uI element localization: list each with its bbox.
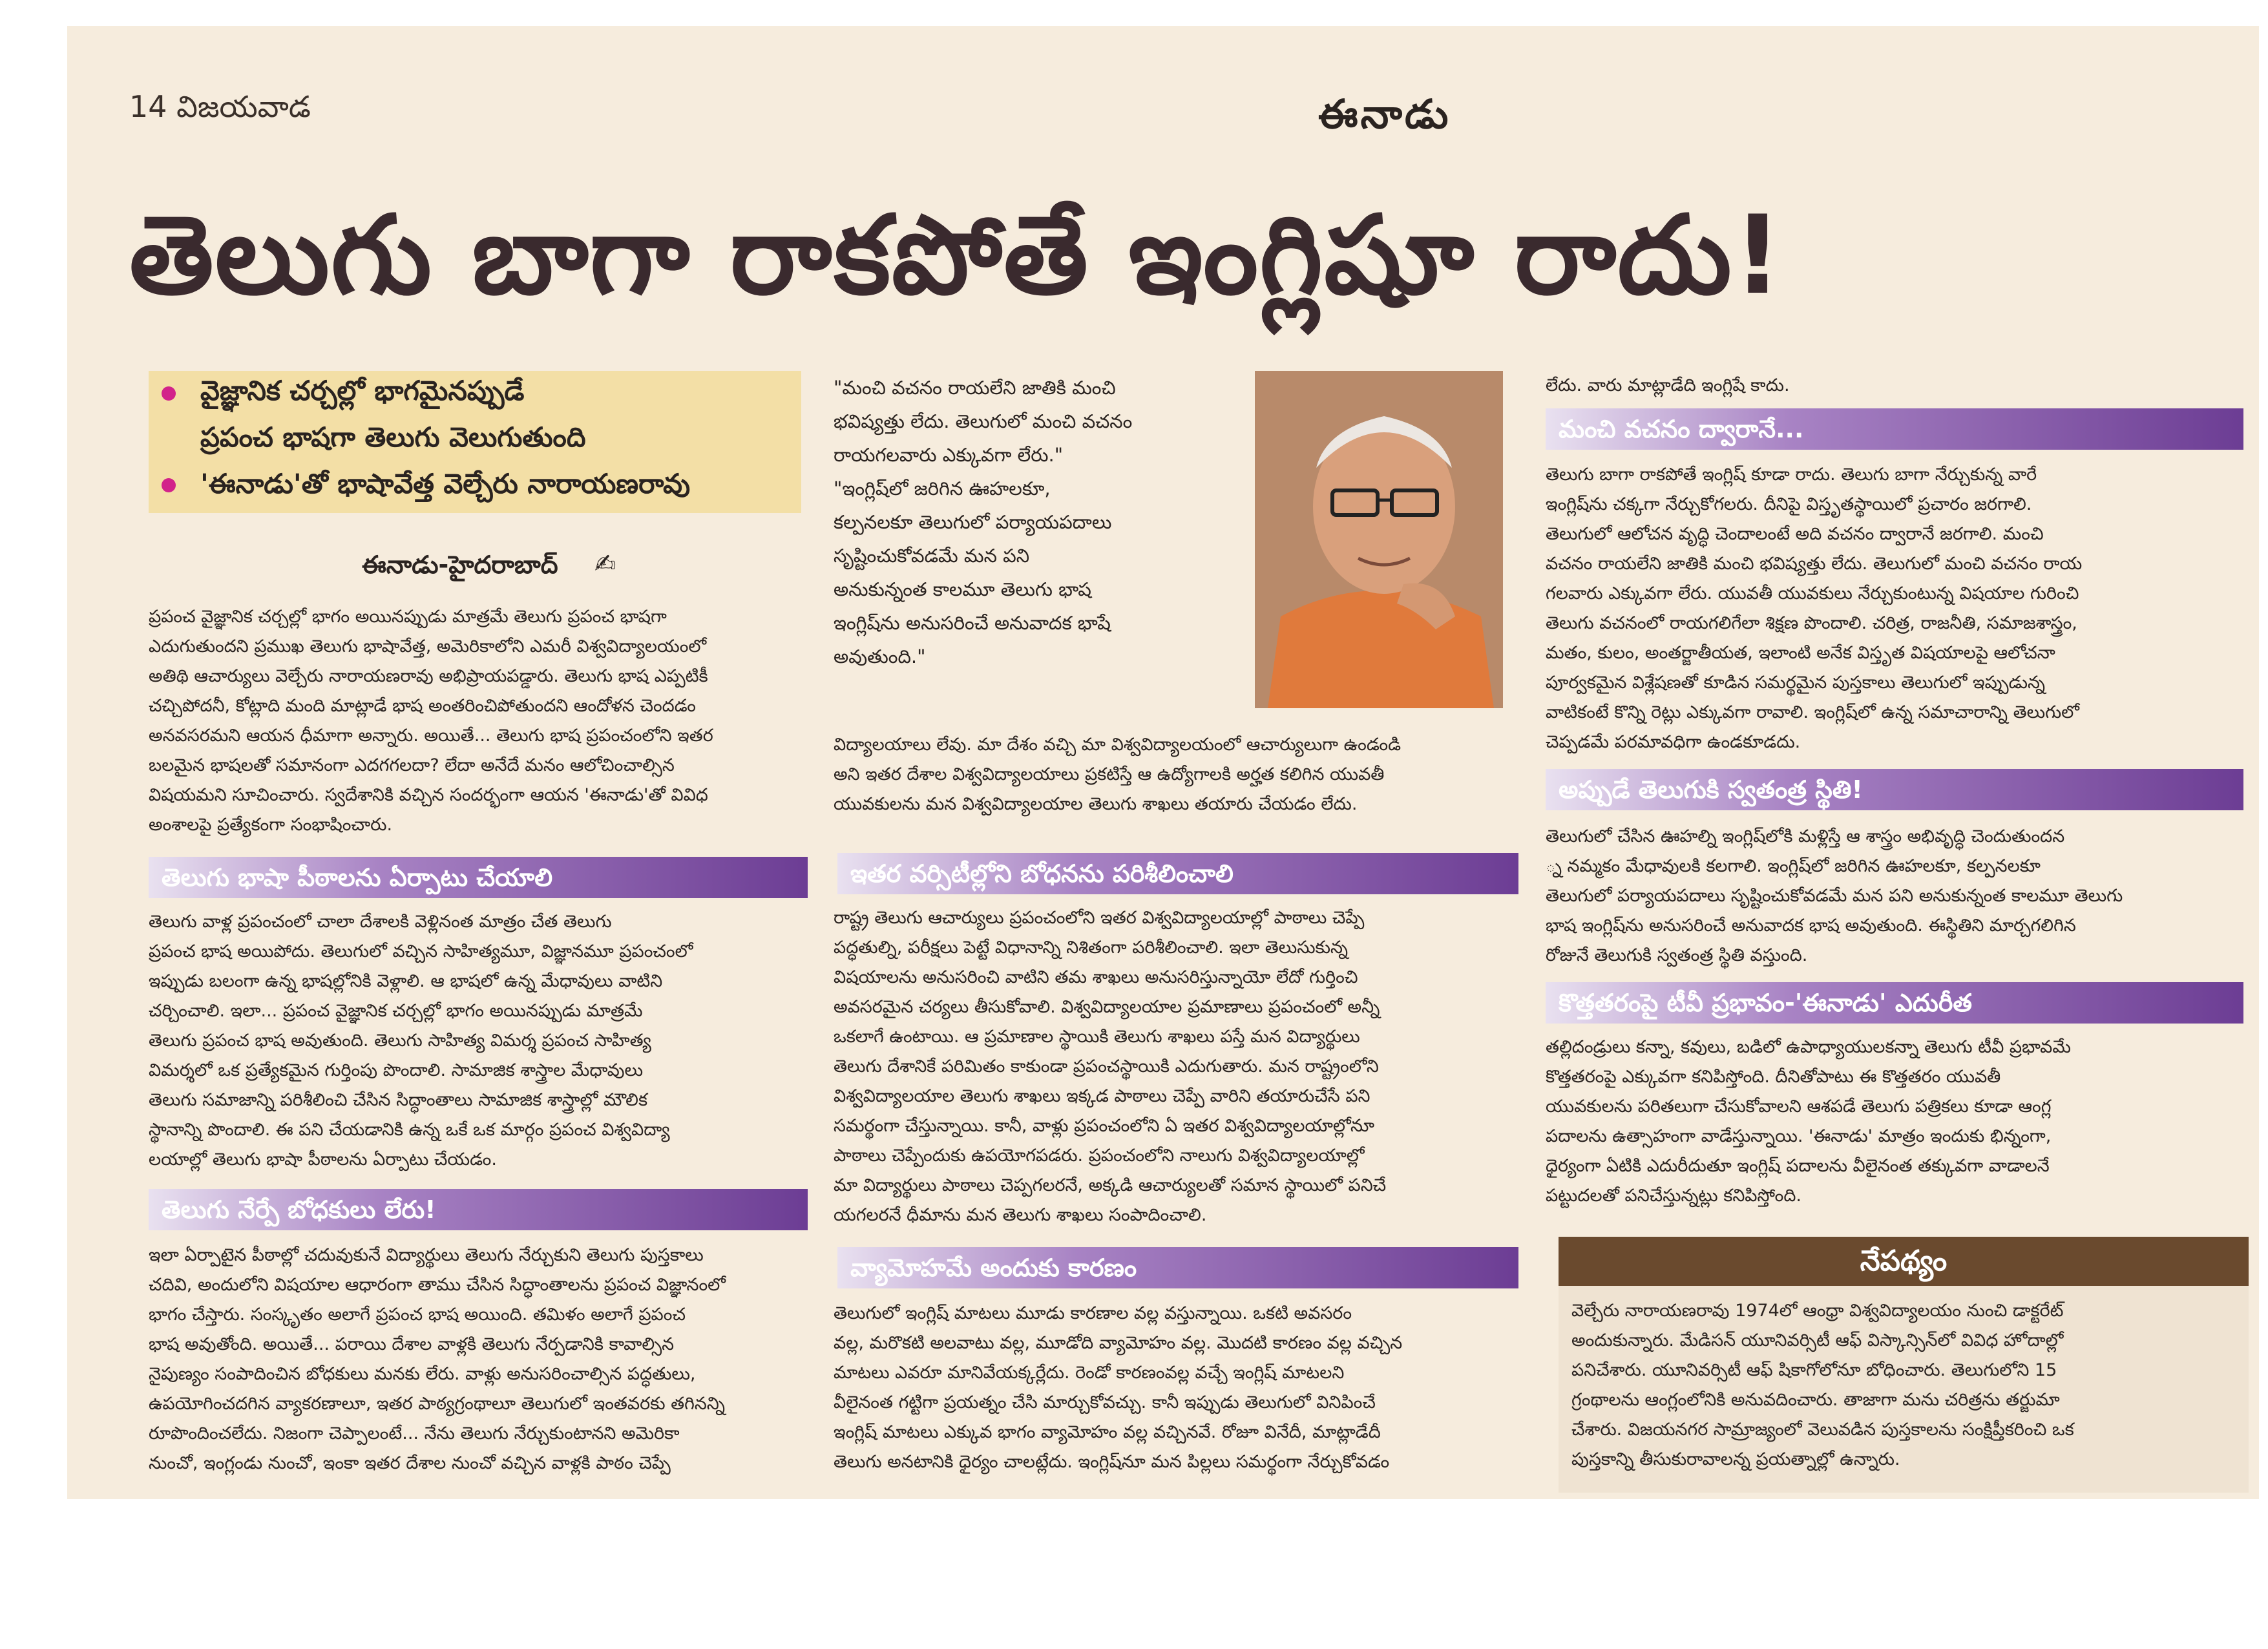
headline: తెలుగు బాగా రాకపోతే ఇంగ్లిషూ రాదు! xyxy=(129,192,1784,319)
nepathyam-title: నేపథ్యం xyxy=(1559,1237,2249,1286)
subhead-line: వైజ్ఞానిక చర్చల్లో భాగమైనప్పుడే xyxy=(200,375,525,406)
col2-section4-text: తెలుగులో ఇంగ్లిష్ మాటలు మూడు కారణాల వల్ల వస్తున్నాయి. ఒకటి అవసరం వల్ల, మరొకటి అలవాటు వల్ల, మూడోది వ్యామోహం వల్ల. మొదటి కారణం వల్ల వచ్చిన మాటలు ఎవరూ మానివేయక్కర్లేదు. రెండో కారణంవల్ల వచ్చే ఇంగ్లిష్ మాటలని వీలైనంత గట్టిగా ప్రయత్నం చేసి మార్చుకోవచ్చు. కానీ ఇప్పుడు తెలుగులో వినిపించే ఇంగ్లిష్ మాటలు ఎక్కువ భాగం వ్యామోహం వల్ల వచ్చినవే. రోజూ వినేదీ, మాట్లాడేదీ తెలుగు అనటానికి ధైర్యం చాలట్లేదు. ఇంగ్లిష్‌నూ మన పిల్లలు సమర్థంగా నేర్చుకోవడం xyxy=(834,1303,1403,1472)
pull-quote: "మంచి వచనం రాయలేని జాతికి మంచి భవిష్యత్తు లేదు. తెలుగులో మంచి వచనం రాయగలవారు ఎక్కువగా లేరు." "ఇంగ్లిష్‌లో జరిగిన ఊహలకూ, కల్పనలకూ తెలుగులో పర్యాయపదాలు సృష్టించుకోవడమే మన పని అనుకున్నంత కాలమూ తెలుగు భాష ఇంగ్లిష్‌ను అనుసరించే అనువాదక భాషే అవుతుంది." xyxy=(834,377,1133,667)
portrait-photo xyxy=(1255,371,1503,708)
nepathyam-text: వెల్చేరు నారాయణరావు 1974లో ఆంధ్రా విశ్వవిద్యాలయం నుంచి డాక్టరేట్ అందుకున్నారు. మేడిసన్ యూనివర్సిటీ ఆఫ్ విస్కాన్సిన్‌లో వివిధ హోదాల్లో పనిచేశారు. యూనివర్సిటీ ఆఫ్ షికాగోలోనూ బోధించారు. తెలుగులోని 15 గ్రంథాలను ఆంగ్లంలోనికి అనువదించారు. తాజాగా మను చరిత్రను తర్జుమా చేశారు. విజయనగర సామ్రాజ్యంలో వెలువడిన పుస్తకాలను సంక్షిప్తీకరించి ఒక పుస్తకాన్ని తీసుకురావాలన్న ప్రయత్నాల్లో ఉన్నారు. xyxy=(1571,1301,2074,1469)
section-title: ఇతర వర్సిటీల్లోని బోధనను పరిశీలించాలి xyxy=(837,853,1518,894)
subhead-line: 'ఈనాడు'తో భాషావేత్త వెల్చేరు నారాయణరావు xyxy=(200,468,691,499)
subhead-box xyxy=(149,371,801,513)
portrait-icon xyxy=(1255,371,1503,708)
col3-section7-text: తల్లిదండ్రులు కన్నా, కవులు, బడిలో ఉపాధ్యాయులకన్నా తెలుగు టీవీ ప్రభావమే కొత్తతరంపై ఎక్కువగా కనిపిస్తోంది. దీనితోపాటు ఈ కొత్తతరం యువతీ యువకులను పరితలుగా చేసుకోవాలని ఆశపడే తెలుగు పత్రికలు కూడా ఆంగ్ల పదాలను ఉత్సాహంగా వాడేస్తున్నాయి. 'ఈనాడు' మాత్రం ఇందుకు భిన్నంగా, ధైర్యంగా ఏటికి ఎదురీదుతూ ఇంగ్లిష్ పదాలను వీలైనంత తక్కువగా వాడాలనే పట్టుదలతో పనిచేస్తున్నట్లు కనిపిస్తోంది. xyxy=(1546,1037,2071,1206)
col1-section2-text: ఇలా ఏర్పాటైన పీఠాల్లో చదువుకునే విద్యార్థులు తెలుగు నేర్చుకుని తెలుగు పుస్తకాలు చదివి, అందులోని విషయాల ఆధారంగా తాము చేసిన సిద్ధాంతాలను ప్రపంచ విజ్ఞానంలో భాగం చేస్తారు. సంస్కృతం అలాగే ప్రపంచ భాష అయింది. తమిళం అలాగే ప్రపంచ భాష అవుతోంది. అయితే... పరాయి దేశాల వాళ్లకి తెలుగు నేర్పడానికి కావాల్సిన నైపుణ్యం సంపాదించిన బోధకులు మనకు లేరు. వాళ్లు అనుసరించాల్సిన పద్ధతులు, ఉపయోగించదగిన వ్యాకరణాలూ, ఇతర పాఠ్యగ్రంథాలూ తెలుగులో ఇంతవరకు తగినన్ని రూపొందించలేదు. నిజంగా చెప్పాలంటే... నేను తెలుగు నేర్చుకుంటానని అమెరికా నుంచో, ఇంగ్లండు నుంచో, ఇంకా ఇతర దేశాల నుంచో వచ్చిన వాళ్లకి పాఠం చెప్పే xyxy=(149,1245,726,1473)
col2-section3-text: రాష్ట్ర తెలుగు ఆచార్యులు ప్రపంచంలోని ఇతర విశ్వవిద్యాలయాల్లో పాఠాలు చెప్పే పద్ధతుల్ని, పరీక్షలు పెట్టే విధానాన్ని నిశితంగా పరిశీలించాలి. ఇలా తెలుసుకున్న విషయాలను అనుసరించి వాటిని తమ శాఖలు అనుసరిస్తున్నాయో లేదో గుర్తించి అవసరమైన చర్యలు తీసుకోవాలి. విశ్వవిద్యాలయాల ప్రమాణాలు ప్రపంచంలో అన్నీ ఒకలాగే ఉంటాయి. ఆ ప్రమాణాల స్థాయికి తెలుగు శాఖలు పస్తే మన విద్యార్థులు తెలుగు దేశానికే పరిమితం కాకుండా ప్రపంచస్థాయికి ఎదుగుతారు. మన రాష్ట్రంలోని విశ్వవిద్యాలయాల తెలుగు శాఖలు ఇక్కడ పాఠాలు చెప్పే వారిని తయారుచేసే పని సమర్థంగా చేస్తున్నాయి. కానీ, వాళ్లు ప్రపంచంలోని ఏ ఇతర విశ్వవిద్యాలయాల్లోనూ పాఠాలు చెప్పేందుకు ఉపయోగపడరు. ప్రపంచంలోని నాలుగు విశ్వవిద్యాలయాల్లో మా విద్యార్థులు పాఠాలు చెప్పగలరనే, అక్కడి ఆచార్యులతో సమాన స్థాయిలో పనిచే యగలరనే ధీమాను మన తెలుగు శాఖలు సంపాదించాలి. xyxy=(834,908,1387,1225)
byline: ఈనాడు-హైదరాబాద్ xyxy=(362,551,558,579)
pen-icon: ✍ xyxy=(594,549,616,579)
section-title: తెలుగు నేర్పే బోధకులు లేరు! xyxy=(149,1189,808,1230)
section-title: మంచి వచనం ద్వారానే... xyxy=(1546,408,2243,450)
paper-name: ఈనాడు xyxy=(1318,90,1451,138)
col1-section1-text: తెలుగు వాళ్ల ప్రపంచంలో చాలా దేశాలకి వెళ్లినంత మాత్రం చేత తెలుగు ప్రపంచ భాష అయిపోదు. తెలుగులో వచ్చిన సాహిత్యమూ, విజ్ఞానమూ ప్రపంచంలో ఇప్పుడు బలంగా ఉన్న భాషల్లోనికి వెళ్లాలి. ఆ భాషలో ఉన్న మేధావులు వాటిని చర్చించాలి. ఇలా... ప్రపంచ వైజ్ఞానిక చర్చల్లో భాగం అయినప్పుడు మాత్రమే తెలుగు ప్రపంచ భాష అవుతుంది. తెలుగు సాహిత్య విమర్శ ప్రపంచ సాహిత్య విమర్శలో ఒక ప్రత్యేకమైన గుర్తింపు పొందాలి. సామాజిక శాస్త్రాల మేధావులు తెలుగు సమాజాన్ని పరిశీలించి చేసిన సిద్ధాంతాలు సామాజిక శాస్త్రాల్లో మౌలిక స్థానాన్ని పొందాలి. ఈ పని చేయడానికి ఉన్న ఒకే ఒక మార్గం ప్రపంచ విశ్వవిద్యా లయాల్లో తెలుగు భాషా పీఠాలను ఏర్పాటు చేయడం. xyxy=(149,912,693,1170)
col1-intro: ప్రపంచ వైజ్ఞానిక చర్చల్లో భాగం అయినప్పుడు మాత్రమే తెలుగు ప్రపంచ భాషగా ఎదుగుతుందని ప్రముఖ తెలుగు భాషావేత్త, అమెరికాలోని ఎమరీ విశ్వవిద్యాలయంలో అతిథి ఆచార్యులు వెల్చేరు నారాయణరావు అభిప్రాయపడ్డారు. తెలుగు భాష ఎప్పటికీ చచ్చిపోదనీ, కోట్లాది మంది మాట్లాడే భాష అంతరించిపోతుందని ఆందోళన చెందడం అనవసరమని ఆయన ధీమాగా అన్నారు. అయితే... తెలుగు భాష ప్రపంచంలోని ఇతర బలమైన భాషలతో సమానంగా ఎదగగలదా? లేదా అనేదే మనం ఆలోచించాల్సిన విషయమని సూచించారు. స్వదేశానికి వచ్చిన సందర్భంగా ఆయన 'ఈనాడు'తో వివిధ అంశాలపై ప్రత్యేకంగా సంభాషించారు. xyxy=(149,607,713,835)
section-title: తెలుగు భాషా పీఠాలను ఏర్పాటు చేయాలి xyxy=(149,857,808,898)
col3-top-line: లేదు. వారు మాట్లాడేది ఇంగ్లిషే కాదు. xyxy=(1546,375,1790,395)
section-title: అప్పుడే తెలుగుకి స్వతంత్ర స్థితి! xyxy=(1546,769,2243,810)
col3-section5-text: తెలుగు బాగా రాకపోతే ఇంగ్లిష్ కూడా రాదు. తెలుగు బాగా నేర్చుకున్న వారే ఇంగ్లిష్‌ను చక్కగా నేర్చుకోగలరు. దీనిపై విస్తృతస్థాయిలో ప్రచారం జరగాలి. తెలుగులో ఆలోచన వృద్ధి చెందాలంటే అది వచనం ద్వారానే జరగాలి. మంచి వచనం రాయలేని జాతికి మంచి భవిష్యత్తు లేదు. తెలుగులో మంచి వచనం రాయ గలవారు ఎక్కువగా లేరు. యువతీ యువకులు నేర్చుకుంటున్న విషయాల గురించి తెలుగు వచనంలో రాయగలిగేలా శిక్షణ పొందాలి. చరిత్ర, రాజనీతి, సమాజశాస్త్రం, మతం, కులం, అంతర్జాతీయత, ఇలాంటి అనేక విస్తృత విషయాలపై ఆలోచనా పూర్వకమైన విశ్లేషణతో కూడిన సమర్థమైన పుస్తకాలు తెలుగులో ఇప్పుడున్న వాటికంటే కొన్ని రెట్లు ఎక్కువగా రావాలి. ఇంగ్లిష్‌లో ఉన్న సమాచారాన్ని తెలుగులో చెప్పడమే పరమావధిగా ఉండకూడదు. xyxy=(1546,465,2083,752)
bullet-icon xyxy=(162,386,176,401)
col3-section6-text: తెలుగులో చేసిన ఊహల్ని ఇంగ్లిష్‌లోకి మళ్లిస్తే ఆ శాస్త్రం అభివృద్ధి చెందుతుందన ్న నమ్మకం మేధావులకి కలగాలి. ఇంగ్లిష్‌లో జరిగిన ఊహలకూ, కల్పనలకూ తెలుగులో పర్యాయపదాలు సృష్టించుకోవడమే మన పని అనుకున్నంత కాలమూ తెలుగు భాష ఇంగ్లిష్‌ను అనుసరించే అనువాదక భాష అవుతుంది. ఈస్థితిని మార్చగలిగిన రోజునే తెలుగుకి స్వతంత్ర స్థితి వస్తుంది. xyxy=(1546,826,2123,965)
bullet-icon xyxy=(162,478,176,492)
col2-cont-text: విద్యాలయాలు లేవు. మా దేశం వచ్చి మా విశ్వవిద్యాలయంలో ఆచార్యులుగా ఉండండి అని ఇతర దేశాల విశ్వవిద్యాలయాలు ప్రకటిస్తే ఆ ఉద్యోగాలకి అర్హత కలిగిన యువతీ యువకులను మన విశ్వవిద్యాలయాల తెలుగు శాఖలు తయారు చేయడం లేదు. xyxy=(834,735,1402,814)
subhead-line: ప్రపంచ భాషగా తెలుగు వెలుగుతుంది xyxy=(200,421,586,453)
section-title: కొత్తతరంపై టీవీ ప్రభావం-'ఈనాడు' ఎదురీత xyxy=(1546,982,2243,1024)
section-title: వ్యామోహమే అందుకు కారణం xyxy=(837,1247,1518,1288)
page-edition: 14 విజయవాడ xyxy=(129,89,311,124)
